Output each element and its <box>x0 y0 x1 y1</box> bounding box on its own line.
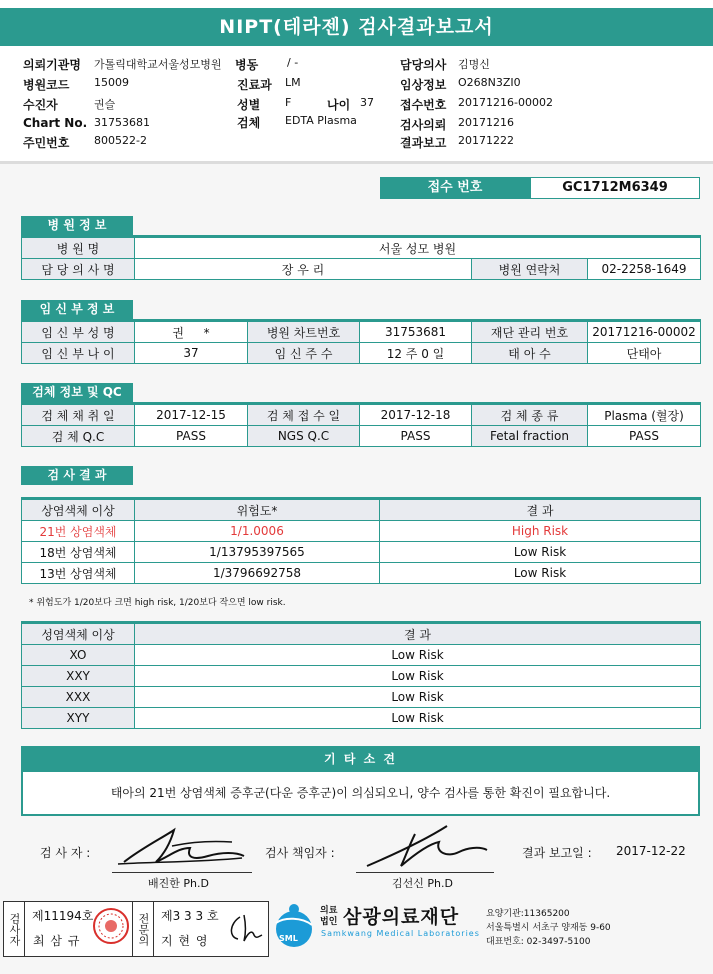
specimen-info-tab: 검체 정보 및 QC <box>21 383 133 402</box>
hospital-contact-label: 병원 연락처 <box>472 259 588 280</box>
supervisor-label: 검사 책임자 : <box>265 846 335 860</box>
pregnant-info-tab: 임 신 부 정 보 <box>21 300 133 319</box>
hospital-doctor-label: 담 당 의 사 명 <box>22 259 135 280</box>
risk-note: * 위험도가 1/20보다 크면 high risk, 1/20보다 작으면 low risk. <box>29 598 286 608</box>
result-value: Low Risk <box>380 542 701 563</box>
sex-chromosome-name: XXX <box>22 687 135 708</box>
hospital-contact-value: 02-2258-1649 <box>588 259 701 280</box>
foundation-no-value: 20171216-00002 <box>588 321 701 343</box>
risk-value: 1/3796692758 <box>135 563 380 584</box>
org-type: 의료 법인 <box>320 906 338 927</box>
sex-result-value: Low Risk <box>135 666 701 687</box>
specimen-label: 검체 <box>237 116 261 130</box>
doctor-label: 담당의사 <box>400 58 447 72</box>
specimen-info-table <box>21 402 701 447</box>
ngs-qc-label: NGS Q.C <box>248 426 360 447</box>
fetus-count-label: 태 아 수 <box>472 343 588 364</box>
tester-label: 검 사 자 : <box>40 846 91 860</box>
pregnant-info-table <box>21 319 701 364</box>
dept-label: 진료과 <box>237 78 272 92</box>
specialist-box-label: 전문의 <box>132 902 154 956</box>
report-date-sig-label: 결과 보고일 : <box>522 846 592 860</box>
other-findings-text: 태아의 21번 상염색체 증후군(다운 증후군)이 의심되오니, 양수 검사를 통한 확진이 필요합니다. <box>21 772 700 816</box>
pregnant-name-value: 권 * <box>135 321 248 343</box>
receipt-number-label: 접수 번호 <box>380 177 530 199</box>
receive-date-label: 검 체 접 수 일 <box>248 404 360 426</box>
recipient-label: 수진자 <box>23 98 58 112</box>
hospital-info-tab: 병 원 정 보 <box>21 216 133 235</box>
sex-value: F <box>285 96 292 109</box>
org-name: 삼광의료재단 <box>343 906 460 928</box>
table-row <box>22 521 701 542</box>
chromosome-name: 21번 상염색체 <box>22 521 135 542</box>
receipt-no-value: 20171216-00002 <box>458 96 553 109</box>
hospital-name-value: 서울 성모 병원 <box>135 237 701 259</box>
result-value: High Risk <box>380 521 701 542</box>
supervisor-name: 김선신 Ph.D <box>392 877 453 890</box>
hospital-code-label: 병원코드 <box>23 78 70 92</box>
chromosome-name: 13번 상염색체 <box>22 563 135 584</box>
tester-box-label: 검사자 <box>4 902 25 956</box>
request-date-value: 20171216 <box>458 116 514 129</box>
autosome-header: 상염색체 이상 <box>22 499 135 521</box>
specimen-value: EDTA Plasma <box>285 114 357 127</box>
sml-logo-text: SML <box>279 934 298 943</box>
specialist-person: 지 현 영 <box>161 934 209 948</box>
sex-chromosome-name: XO <box>22 645 135 666</box>
table-row <box>22 666 701 687</box>
org-code: 요양기관:11365200 <box>486 909 570 919</box>
fetal-fraction-label: Fetal fraction <box>472 426 588 447</box>
org-english-name: Samkwang Medical Laboratories <box>321 929 480 938</box>
sex-label: 성별 <box>237 98 261 112</box>
receipt-no-label: 접수번호 <box>400 98 447 112</box>
ngs-qc-value: PASS <box>360 426 472 447</box>
chart-label: Chart No. <box>23 116 88 130</box>
supervisor-signature-icon <box>355 820 495 872</box>
sex-result-value: Low Risk <box>135 645 701 666</box>
request-date-label: 검사의뢰 <box>400 118 447 132</box>
risk-value: 1/13795397565 <box>135 542 380 563</box>
institution-label: 의뢰기관명 <box>23 58 81 72</box>
specialist-signature-icon <box>224 911 264 945</box>
table-row <box>22 563 701 584</box>
table-row <box>22 687 701 708</box>
specimen-type-label: 검 체 종 류 <box>472 404 588 426</box>
hospital-doctor-value: 장 우 리 <box>135 259 472 280</box>
sex-chromosome-name: XYY <box>22 708 135 729</box>
risk-value: 1/1.0006 <box>135 521 380 542</box>
pregnant-age-value: 37 <box>135 343 248 364</box>
hospital-code-value: 15009 <box>94 76 129 89</box>
report-date-label: 결과보고 <box>400 136 447 150</box>
pregnant-weeks-value: 12 주 0 일 <box>360 343 472 364</box>
specimen-qc-value: PASS <box>135 426 248 447</box>
report-date-sig-value: 2017-12-22 <box>616 844 686 858</box>
resident-label: 주민번호 <box>23 136 70 150</box>
sex-chromosome-table <box>21 621 701 729</box>
table-row <box>22 645 701 666</box>
report-title: NIPT(테라젠) 검사결과보고서 <box>0 8 713 46</box>
sml-logo-icon <box>272 903 316 951</box>
table-row <box>22 708 701 729</box>
doctor-value: 김명신 <box>458 58 490 71</box>
hospital-name-label: 병 원 명 <box>22 237 135 259</box>
recipient-value: 권슬 <box>94 98 116 111</box>
tester-signature-icon <box>112 818 247 870</box>
age-value: 37 <box>360 96 374 109</box>
tester-person: 최 삼 규 <box>33 934 81 948</box>
risk-header: 위험도* <box>135 499 380 521</box>
tester-signature-line <box>112 872 252 873</box>
pregnant-age-label: 임 신 부 나 이 <box>22 343 135 364</box>
supervisor-signature-line <box>356 872 494 873</box>
fetal-fraction-value: PASS <box>588 426 701 447</box>
institution-value: 가톨릭대학교서울성모병원 <box>94 58 222 71</box>
table-row <box>22 542 701 563</box>
age-label: 나이 <box>327 98 351 112</box>
clinical-value: O268N3ZI0 <box>458 76 521 89</box>
seal-icon <box>92 907 130 945</box>
report-date-value: 20171222 <box>458 134 514 147</box>
collect-date-value: 2017-12-15 <box>135 404 248 426</box>
sex-chromosome-name: XXY <box>22 666 135 687</box>
org-phone: 대표번호: 02-3497-5100 <box>486 937 591 947</box>
tester-license: 제11194호 <box>32 909 94 923</box>
sex-result-value: Low Risk <box>135 708 701 729</box>
pregnant-chart-value: 31753681 <box>360 321 472 343</box>
results-tab: 검 사 결 과 <box>21 466 133 485</box>
pregnant-name-label: 임 신 부 성 명 <box>22 321 135 343</box>
autosome-results-table <box>21 497 701 584</box>
fetus-count-value: 단태아 <box>588 343 701 364</box>
ward-value: / - <box>287 56 299 69</box>
result-header: 결 과 <box>380 499 701 521</box>
sex-result-value: Low Risk <box>135 687 701 708</box>
resident-value: 800522-2 <box>94 134 147 147</box>
specialist-license: 제3 3 3 호 <box>161 909 219 923</box>
result-value: Low Risk <box>380 563 701 584</box>
org-address: 서울특별시 서초구 양재동 9-60 <box>486 923 611 933</box>
chromosome-name: 18번 상염색체 <box>22 542 135 563</box>
receipt-number-value: GC1712M6349 <box>530 177 700 199</box>
sex-chromosome-header: 성염색체 이상 <box>22 623 135 645</box>
clinical-label: 임상정보 <box>400 78 447 92</box>
tester-name: 배진한 Ph.D <box>148 877 209 890</box>
chart-value: 31753681 <box>94 116 150 129</box>
pregnant-weeks-label: 임 신 주 수 <box>248 343 360 364</box>
foundation-no-label: 재단 관리 번호 <box>472 321 588 343</box>
collect-date-label: 검 체 채 취 일 <box>22 404 135 426</box>
ward-label: 병동 <box>235 58 259 72</box>
dept-value: LM <box>285 76 301 89</box>
pregnant-chart-label: 병원 차트번호 <box>248 321 360 343</box>
receive-date-value: 2017-12-18 <box>360 404 472 426</box>
other-findings-title: 기 타 소 견 <box>21 746 700 772</box>
specimen-qc-label: 검 체 Q.C <box>22 426 135 447</box>
specimen-type-value: Plasma (혈장) <box>588 404 701 426</box>
hospital-info-table <box>21 235 701 280</box>
sex-result-header: 결 과 <box>135 623 701 645</box>
